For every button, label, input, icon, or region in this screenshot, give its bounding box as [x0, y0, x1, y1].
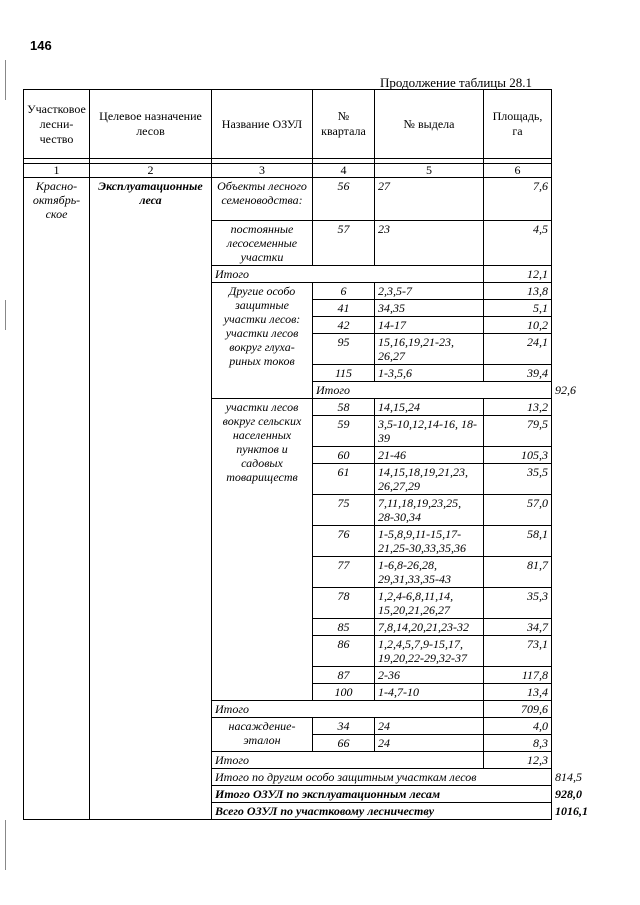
plot-cell: 14,15,24 [375, 399, 484, 416]
quarter-cell: 85 [313, 619, 375, 636]
purpose-cell: Эксплуатационные леса [90, 178, 212, 820]
plot-cell: 2,3,5-7 [375, 283, 484, 300]
forestry-cell: Красно-октябрь-ское [24, 178, 90, 820]
quarter-cell: 100 [313, 684, 375, 701]
summary-row: Всего ОЗУЛ по участковому лесничеству 1016,1 [24, 803, 552, 820]
plot-cell: 7,8,14,20,21,23-32 [375, 619, 484, 636]
plot-cell: 1,2,4,5,7,9-15,17, 19,20,22-29,32-37 [375, 636, 484, 667]
plot-cell: 1-3,5,6 [375, 365, 484, 382]
quarter-cell: 41 [313, 300, 375, 317]
area-cell: 35,3 [484, 588, 552, 619]
quarter-cell: 78 [313, 588, 375, 619]
area-cell: 4,0 [484, 718, 552, 735]
ozul-name-cell: постоянные лесосеменные участки [212, 221, 313, 266]
area-cell: 73,1 [484, 636, 552, 667]
plot-cell: 15,16,19,21-23, 26,27 [375, 334, 484, 365]
header-quarter: № квартала [313, 90, 375, 159]
area-cell: 35,5 [484, 464, 552, 495]
column-number: 2 [90, 164, 212, 178]
plot-cell: 7,11,18,19,23,25, 28-30,34 [375, 495, 484, 526]
area-cell: 24,1 [484, 334, 552, 365]
subtotal-row: Итого 92,6 [24, 382, 552, 399]
quarter-cell: 58 [313, 399, 375, 416]
area-cell: 13,2 [484, 399, 552, 416]
margin-scan-mark [5, 820, 6, 870]
plot-cell: 14,15,18,19,21,23, 26,27,29 [375, 464, 484, 495]
subtotal-value: 12,1 [484, 266, 552, 283]
area-cell: 79,5 [484, 416, 552, 447]
header-row [24, 90, 552, 159]
column-number: 4 [313, 164, 375, 178]
subtotal-label: Итого [212, 701, 484, 718]
plot-cell: 24 [375, 718, 484, 735]
ozul-name-cell: Объекты лесного семеноводства: [212, 178, 313, 221]
quarter-cell: 95 [313, 334, 375, 365]
column-number: 1 [24, 164, 90, 178]
column-number: 6 [484, 164, 552, 178]
column-number: 3 [212, 164, 313, 178]
plot-cell: 1-6,8-26,28, 29,31,33,35-43 [375, 557, 484, 588]
area-cell: 10,2 [484, 317, 552, 334]
quarter-cell: 56 [313, 178, 375, 221]
quarter-cell: 77 [313, 557, 375, 588]
plot-cell: 34,35 [375, 300, 484, 317]
column-number: 5 [375, 164, 484, 178]
quarter-cell: 61 [313, 464, 375, 495]
subtotal-label: Итого [212, 752, 484, 769]
plot-cell: 1-4,7-10 [375, 684, 484, 701]
area-cell: 13,4 [484, 684, 552, 701]
header-forestry: Участковое лесни-чество [24, 90, 90, 159]
plot-cell: 21-46 [375, 447, 484, 464]
header-plot: № выдела [375, 90, 484, 159]
page-number: 146 [30, 38, 52, 53]
summary-label: Всего ОЗУЛ по участковому лесничеству [212, 803, 552, 820]
area-cell: 5,1 [484, 300, 552, 317]
ozul-name-cell: насаждение-эталон [212, 718, 313, 752]
subtotal-label: Итого [313, 382, 552, 399]
plot-cell: 2-36 [375, 667, 484, 684]
plot-cell: 24 [375, 735, 484, 752]
header-area: Площадь, га [484, 90, 552, 159]
quarter-cell: 42 [313, 317, 375, 334]
area-cell: 8,3 [484, 735, 552, 752]
table-caption: Продолжение таблицы 28.1 [380, 75, 532, 90]
header-ozul-name: Название ОЗУЛ [212, 90, 313, 159]
quarter-cell: 60 [313, 447, 375, 464]
area-cell: 58,1 [484, 526, 552, 557]
ozul-name-cell: Другие особо защитные участки лесов: участки лесов вокруг глуха-риных токов [212, 283, 313, 399]
quarter-cell: 57 [313, 221, 375, 266]
area-cell: 4,5 [484, 221, 552, 266]
area-cell: 117,8 [484, 667, 552, 684]
plot-cell: 23 [375, 221, 484, 266]
quarter-cell: 115 [313, 365, 375, 382]
area-cell: 34,7 [484, 619, 552, 636]
quarter-cell: 75 [313, 495, 375, 526]
quarter-cell: 34 [313, 718, 375, 735]
summary-label: Итого ОЗУЛ по эксплуатационным лесам [212, 786, 552, 803]
area-cell: 13,8 [484, 283, 552, 300]
ozul-name-cell: участки лесов вокруг сельских населенных пунктов и садовых товариществ [212, 399, 313, 701]
plot-cell: 14-17 [375, 317, 484, 334]
header-purpose: Целевое назначение лесов [90, 90, 212, 159]
plot-cell: 3,5-10,12,14-16, 18-39 [375, 416, 484, 447]
area-cell: 39,4 [484, 365, 552, 382]
ozul-table [23, 89, 588, 820]
quarter-cell: 59 [313, 416, 375, 447]
table-row [24, 178, 552, 221]
quarter-cell: 87 [313, 667, 375, 684]
summary-row: Итого по другим особо защитным участкам лесов 814,5 [24, 769, 552, 786]
quarter-cell: 86 [313, 636, 375, 667]
area-cell: 81,7 [484, 557, 552, 588]
column-number-row [24, 164, 552, 178]
plot-cell: 1-5,8,9,11-15,17-21,25-30,33,35,36 [375, 526, 484, 557]
subtotal-value: 709,6 [484, 701, 552, 718]
quarter-cell: 66 [313, 735, 375, 752]
margin-scan-mark [5, 300, 6, 330]
subtotal-label: Итого [212, 266, 484, 283]
quarter-cell: 76 [313, 526, 375, 557]
area-cell: 105,3 [484, 447, 552, 464]
subtotal-value: 12,3 [484, 752, 552, 769]
margin-scan-mark [5, 60, 6, 100]
summary-row: Итого ОЗУЛ по эксплуатационным лесам 928,0 [24, 786, 552, 803]
area-cell: 57,0 [484, 495, 552, 526]
plot-cell: 27 [375, 178, 484, 221]
quarter-cell: 6 [313, 283, 375, 300]
summary-label: Итого по другим особо защитным участкам лесов [212, 769, 552, 786]
plot-cell: 1,2,4-6,8,11,14, 15,20,21,26,27 [375, 588, 484, 619]
area-cell: 7,6 [484, 178, 552, 221]
